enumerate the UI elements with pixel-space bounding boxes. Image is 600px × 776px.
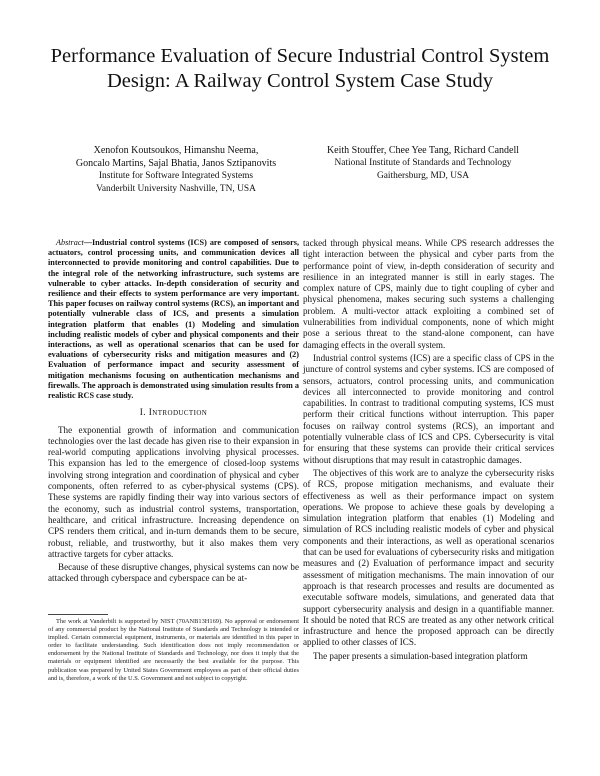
paragraph: The objectives of this work are to analyze the cybersecurity risks of RCS, propose mitigation mechanisms, and evaluate their effectiveness as well as their performance impact on system operations. We propose to achieve these goals by developing a simulation integration platform that enables (1) Modeling and simulation of RCS including realistic models of cyber and physical components and their interactions, as well as operational scenarios that can be used for evaluations of cybersecurity risks and mitigation measures and (2) Evaluation of performance impact and security assessment of mitigation mechanisms. The main innovation of our approach is that research processes and results are documented as executable software models, simulations, and generated data that support cybersecurity analysis and design in a quantifiable manner. It should be noted that RCS are treated as any other network critical infrastructure and hence the proposed approach can be directly applied to other classes of ICS.: [303, 467, 554, 648]
section-title: Introduction: [148, 408, 208, 419]
abstract-lead: Abstract: [56, 238, 84, 247]
paper-title: Performance Evaluation of Secure Industrial Control System Design: A Railway Control System Case Study: [50, 45, 550, 92]
footnote: [48, 614, 299, 683]
author-block-nist: [300, 144, 546, 183]
section-number: I.: [139, 408, 147, 419]
author-names-nist: Keith Stouffer, Chee Yee Tang, Richard Candell: [326, 145, 520, 156]
paragraph: tacked through physical means. While CPS research addresses the tight interaction between the physical and cyber parts from the performance point of view, in-depth consideration of security and resilience in an integrated manner is still in early stages. The complex nature of CPS, mainly due to tight coupling of cyber and physical phenomena, makes securing such systems a challenging problem. A multi-vector attack exploiting a combined set of vulnerabilities from individual components, none of which might pose a serious threat to the stand-alone component, can have damaging effects in the overall system.: [303, 238, 554, 350]
abstract-text: Industrial control systems (ICS) are composed of sensors, actuators, control processing units, and communication devices all interconnected to provide monitoring and control capabilities. Due to the integral role of the networking infrastructure, such systems are vulnerable to cyber attacks. In-depth consideration of security and resilience and their effects to system performance are very important. This paper focuses on railway control systems (RCS), an important and potentially vulnerable class of ICS, and presents a simulation integration platform that enables (1) Modeling and simulation including realistic models of cyber and physical components and their interactions, as well as operational scenarios that can be used for evaluations of cybersecurity risks and mitigation measures and (2) Evaluation of performance impact and security assessment of mitigation mechanisms focusing on authentication mechanisms and firewalls. The approach is demonstrated using simulation results from a realistic RCS case study.: [48, 238, 299, 401]
author-location-nist: Gaithersburg, MD, USA: [376, 171, 469, 181]
section-heading-introduction: [48, 408, 299, 419]
author-institute-nist: National Institute of Standards and Technology: [334, 158, 512, 168]
author-names-line-2: Goncalo Martins, Sajal Bhatia, Janos Sztipanovits: [75, 158, 277, 169]
author-institute: Institute for Software Integrated Systems: [98, 171, 254, 181]
author-university: Vanderbilt University Nashville, TN, USA: [96, 184, 256, 194]
paragraph: The exponential growth of information and communication technologies over the last decade has given rise to their expansion in real-world computing applications involving physical processes. This expansion has led to the emergence of closed-loop systems involving strong integration and coordination of physical and cyber components, often referred to as cyber-physical systems (CPS). These systems are rapidly finding their way into various sectors of the economy, such as industrial control systems, transportation, healthcare, and critical infrastructure. Increasing dependence on CPS renders them critical, and in-turn demands them to be secure, robust, reliable, and trustworthy, but it also makes them very attractive targets for cyber attacks.: [48, 424, 299, 559]
paragraph: Because of these disruptive changes, physical systems can now be attacked through cyberspace and cyberspace can be at-: [48, 562, 299, 584]
footnote-text: The work at Vanderbilt is supported by NIST (70ANB13H169). No approval or endorsement of any commercial product by the National Institute of Standards and Technology is intended or implied. Certain commercial equipment, instruments, or materials are identified in this paper in order to facilitate understanding. Such identification does not imply recommendation or endorsement by the National Institute of Standards and Technology, nor does it imply that the materials or equipment identified are necessarily the best available for the purpose. This publication was prepared by United States Government employees as part of their official duties and is, therefore, a work of the U.S. Government and not subject to copyright.: [48, 618, 299, 682]
author-block-vanderbilt: [52, 144, 300, 196]
author-names-line-1: Xenofon Koutsoukos, Himanshu Neema,: [93, 145, 259, 156]
left-column: [48, 238, 299, 587]
paragraph: Industrial control systems (ICS) are a specific class of CPS in the juncture of control systems and cyber systems. ICS are composed of sensors, actuators, control processing units, and communication devices all interconnected to provide monitoring and control capabilities. In contrast to traditional computing systems, ICS must perform their critical functions without interruption. This paper focuses on railway control systems (RCS), an important and potentially vulnerable class of ICS and CPS. Cybersecurity is vital for ensuring that these systems can provide their critical services without disruptions that may result in catastrophic damages.: [303, 352, 554, 465]
right-column: [303, 238, 554, 664]
footnote-rule: [48, 614, 108, 615]
paragraph: The paper presents a simulation-based integration platform: [313, 650, 528, 661]
abstract: Abstract—Industrial control systems (ICS) are composed of sensors, actuators, control processing units, and communication devices all interconnected to provide monitoring and control capabilities. Due to the integral role of the networking infrastructure, such systems are vulnerable to cyber attacks. In-depth consideration of security and resilience and their effects to system performance are very important. This paper focuses on railway control systems (RCS), an important and potentially vulnerable class of ICS, and presents a simulation integration platform that enables (1) Modeling and simulation including realistic models of cyber and physical components and their interactions, as well as operational scenarios that can be used for evaluations of cybersecurity risks and mitigation measures and (2) Evaluation of performance impact and security assessment of mitigation mechanisms focusing on authentication mechanisms and firewalls. The approach is demonstrated using simulation results from a realistic RCS case study.: [48, 238, 299, 401]
